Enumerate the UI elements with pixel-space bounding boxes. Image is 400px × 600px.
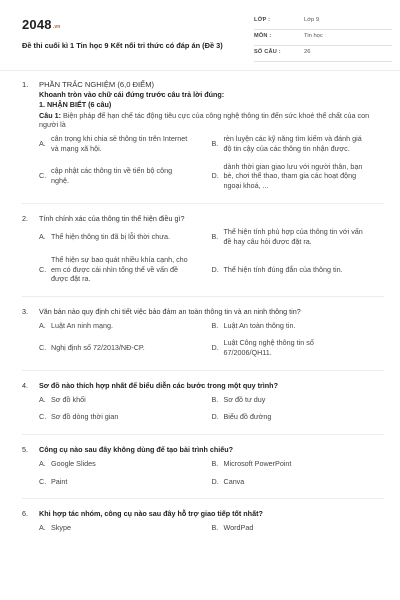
question-4 bbox=[22, 381, 384, 426]
option-letter: B. bbox=[211, 320, 219, 330]
logo-text: 2048 bbox=[22, 17, 52, 32]
option-letter: B. bbox=[211, 522, 219, 532]
question-number: 5. bbox=[22, 445, 28, 455]
question-stem: Biện pháp để hạn chế tác động tiêu cực của công nghệ thông tin đến sức khoẻ thể chất của con người là bbox=[39, 110, 370, 130]
option-text: dành thời gian giao lưu với người thân, bạn bè, chơi thể thao, tham gia các hoạt động ngoại khoá, ... bbox=[223, 161, 363, 190]
question-heading bbox=[22, 445, 384, 455]
question-5 bbox=[22, 445, 384, 490]
meta-row-subject bbox=[254, 30, 392, 46]
exam-content bbox=[22, 80, 384, 537]
option-text: Thể hiện sự bao quát nhiều khía cạnh, cho em có được cái nhìn tổng thể về vấn đề được đặt ra. bbox=[51, 254, 188, 284]
option-letter: D. bbox=[211, 343, 219, 353]
option-text: Thể hiện tính đúng đắn của thông tin. bbox=[223, 264, 343, 274]
meta-value: Lớp 9 bbox=[304, 17, 320, 23]
question-heading bbox=[22, 307, 384, 317]
option-d bbox=[212, 473, 385, 491]
question-stem: Khi hợp tác nhóm, công cụ nào sau đây hỗ trợ giao tiếp tốt nhất? bbox=[39, 509, 263, 519]
option-text: Sơ đồ tư duy bbox=[223, 394, 266, 404]
option-letter: B. bbox=[211, 138, 219, 148]
option-letter: D. bbox=[211, 412, 219, 422]
option-letter: C. bbox=[39, 343, 47, 353]
option-text: cập nhật các thông tin về tiến bộ công nghệ. bbox=[51, 166, 173, 186]
option-text: cân trọng khi chia sẻ thông tin trên Internet và mạng xã hội. bbox=[51, 134, 188, 153]
question-separator bbox=[22, 498, 384, 499]
option-b bbox=[212, 130, 385, 157]
option-c bbox=[39, 473, 212, 491]
question-heading bbox=[22, 381, 384, 391]
option-letter: B. bbox=[211, 394, 219, 404]
option-text: Microsoft PowerPoint bbox=[223, 458, 292, 468]
option-letter: D. bbox=[211, 476, 219, 486]
question-separator bbox=[22, 434, 384, 435]
meta-key: SỐ CÂU : bbox=[254, 49, 281, 55]
instruction: Khoanh tròn vào chữ cái đứng trước câu trả lời đúng: bbox=[39, 90, 225, 100]
question-2 bbox=[22, 214, 384, 288]
option-letter: C. bbox=[39, 412, 47, 422]
option-c bbox=[39, 408, 212, 426]
question-3 bbox=[22, 307, 384, 362]
part-title: PHẦN TRẮC NGHIỆM (6,0 ĐIỂM) bbox=[39, 80, 155, 89]
question-heading bbox=[22, 509, 384, 519]
option-a bbox=[39, 130, 212, 157]
question-1-text bbox=[22, 111, 384, 130]
question-options bbox=[22, 519, 384, 537]
question-number: 6. bbox=[22, 509, 28, 519]
option-letter: B. bbox=[211, 458, 219, 468]
option-letter: A. bbox=[39, 522, 46, 532]
question-options bbox=[22, 317, 384, 362]
option-letter: C. bbox=[39, 476, 47, 486]
option-text: Paint bbox=[51, 476, 68, 486]
site-logo[interactable] bbox=[22, 16, 61, 34]
option-letter: D. bbox=[211, 264, 219, 274]
option-text: WordPad bbox=[223, 522, 254, 532]
question-options bbox=[22, 391, 384, 426]
option-text: Skype bbox=[51, 522, 71, 532]
question-1-options bbox=[22, 130, 384, 195]
option-d bbox=[212, 251, 385, 288]
option-c bbox=[39, 251, 212, 288]
option-letter: C. bbox=[39, 171, 47, 181]
option-letter: B. bbox=[211, 232, 219, 242]
meta-key: LỚP : bbox=[254, 17, 271, 23]
option-text: Canva bbox=[223, 476, 245, 486]
header-divider bbox=[0, 70, 400, 71]
question-options bbox=[22, 223, 384, 288]
option-a bbox=[39, 317, 212, 335]
question-separator bbox=[22, 370, 384, 371]
question-number: 3. bbox=[22, 307, 28, 317]
option-c bbox=[39, 158, 212, 195]
option-b bbox=[212, 455, 385, 473]
option-text: Luật An ninh mạng. bbox=[51, 320, 113, 330]
question-number: 4. bbox=[22, 380, 28, 390]
question-stem: Văn bản nào quy định chi tiết việc bảo đảm an toàn thông tin và an ninh thông tin? bbox=[39, 307, 301, 317]
option-text: Thể hiện tính phù hợp của thông tin với vấn đề hay câu hỏi được đặt ra. bbox=[223, 227, 363, 247]
option-text: Luật An toàn thông tin. bbox=[223, 320, 296, 330]
question-number: 2. bbox=[22, 213, 28, 223]
meta-value: Tin học bbox=[304, 33, 323, 39]
question-options bbox=[22, 455, 384, 490]
meta-info bbox=[254, 14, 392, 62]
option-letter: C. bbox=[39, 264, 47, 274]
question-stem: Tính chính xác của thông tin thể hiện điều gì? bbox=[39, 213, 185, 223]
question-separator bbox=[22, 203, 384, 204]
option-a bbox=[39, 519, 212, 537]
option-d bbox=[212, 408, 385, 426]
question-heading bbox=[22, 214, 384, 224]
option-text: Google Slides bbox=[51, 458, 96, 468]
question-label: Câu 1: bbox=[39, 110, 61, 120]
option-text: Nghị định số 72/2013/NĐ-CP. bbox=[51, 343, 145, 353]
option-a bbox=[39, 223, 212, 250]
question-separator bbox=[22, 296, 384, 297]
option-letter: A. bbox=[39, 394, 46, 404]
option-d bbox=[212, 158, 385, 195]
option-b bbox=[212, 391, 385, 409]
question-6 bbox=[22, 509, 384, 536]
option-b bbox=[212, 519, 385, 537]
option-text: Thể hiện thông tin đã bị lỗi thời chưa. bbox=[51, 232, 171, 242]
document-title: Đề thi cuối kì 1 Tin học 9 Kết nối tri thức có đáp án (Đề 3) bbox=[22, 41, 223, 50]
part-number: 1. bbox=[22, 80, 29, 89]
question-stem: Sơ đồ nào thích hợp nhất để biểu diễn các bước trong một quy trình? bbox=[39, 380, 278, 390]
option-letter: A. bbox=[39, 458, 46, 468]
logo-suffix: .vn bbox=[52, 24, 61, 30]
option-letter: A. bbox=[39, 232, 46, 242]
option-text: Biểu đồ đường bbox=[223, 412, 272, 422]
option-letter: D. bbox=[211, 171, 219, 181]
option-d bbox=[212, 334, 385, 361]
meta-row-class bbox=[254, 14, 392, 30]
part-heading bbox=[22, 80, 384, 90]
option-c bbox=[39, 334, 212, 361]
option-text: Luật Công nghệ thông tin số 67/2006/QH11. bbox=[223, 338, 314, 358]
section-heading: 1. NHẬN BIẾT (6 câu) bbox=[39, 99, 112, 109]
option-text: Sơ đồ dòng thời gian bbox=[51, 412, 119, 422]
question-stem: Công cụ nào sau đây không dùng để tạo bài trình chiếu? bbox=[39, 445, 234, 455]
page-header bbox=[22, 14, 392, 64]
meta-value: 26 bbox=[304, 49, 311, 55]
meta-row-count bbox=[254, 46, 392, 62]
option-text: Sơ đồ khối bbox=[51, 394, 86, 404]
meta-key: MÔN : bbox=[254, 33, 272, 39]
option-b bbox=[212, 223, 385, 250]
option-letter: A. bbox=[39, 138, 46, 148]
option-b bbox=[212, 317, 385, 335]
option-text: rèn luyện các kỹ năng tìm kiếm và đánh giá độ tin cậy của các thông tin nhận được. bbox=[223, 134, 362, 153]
option-letter: A. bbox=[39, 320, 46, 330]
option-a bbox=[39, 455, 212, 473]
option-a bbox=[39, 391, 212, 409]
